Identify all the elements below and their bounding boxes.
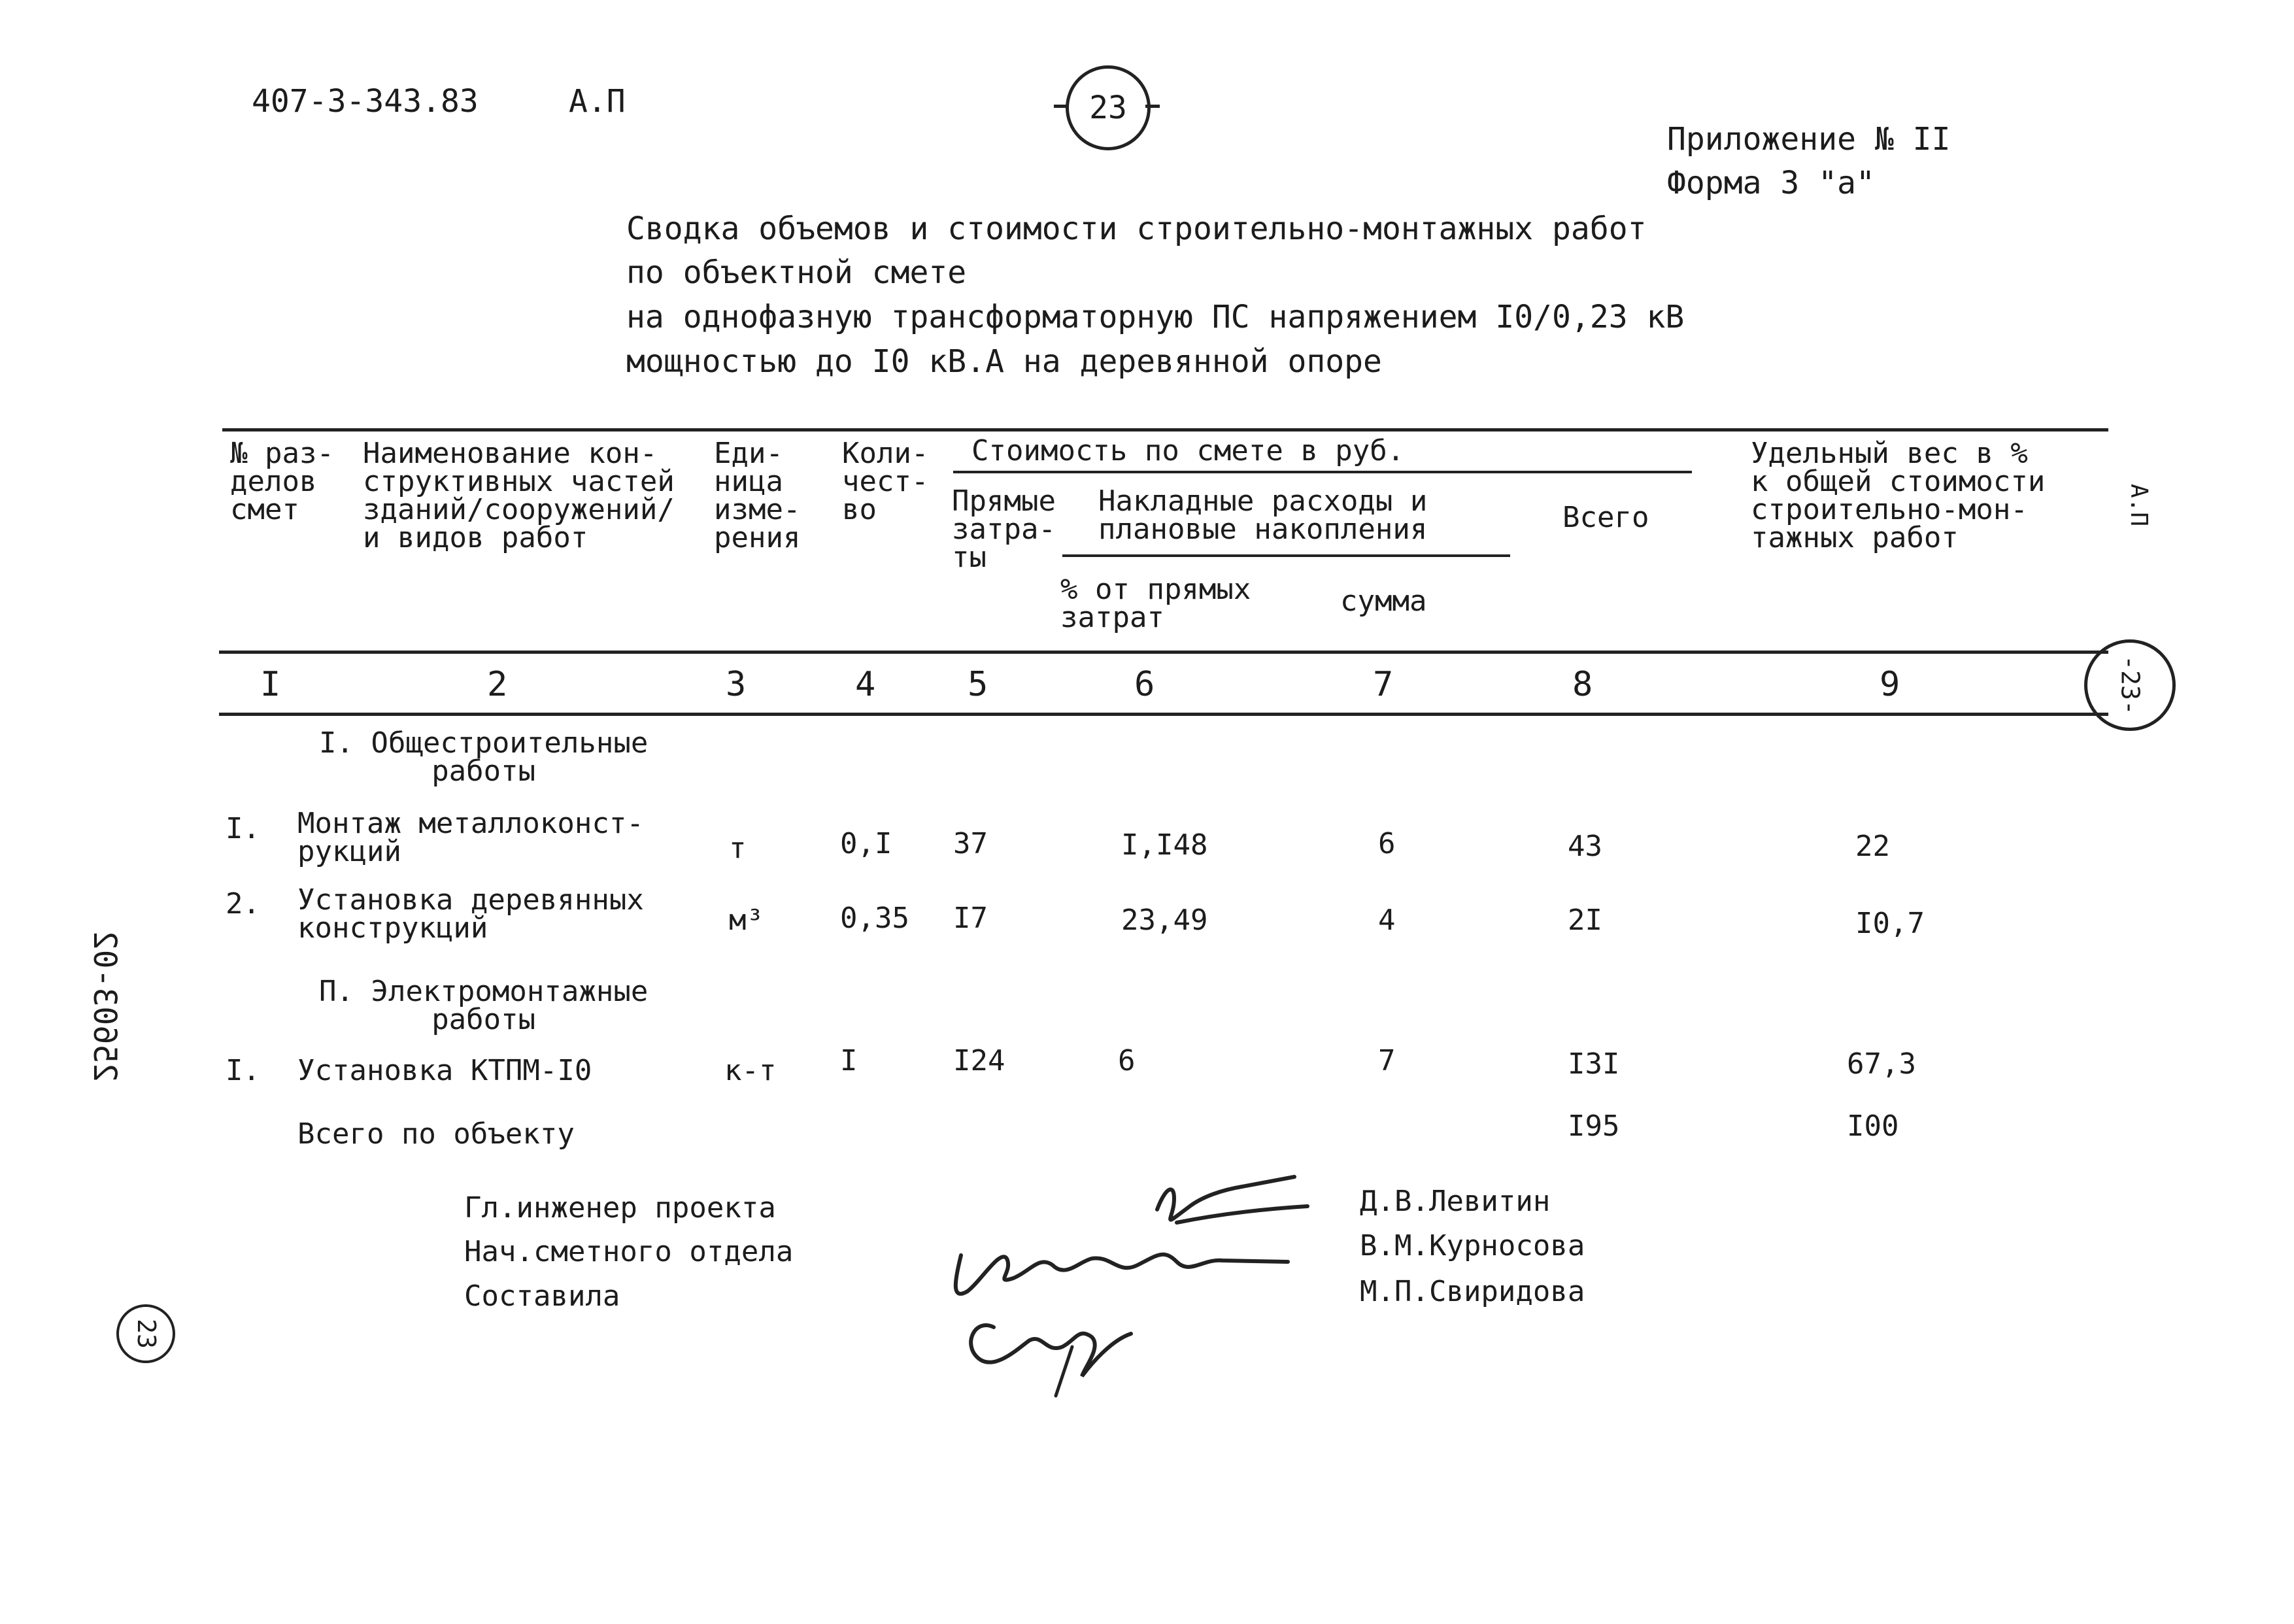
row-share: 22 bbox=[1855, 830, 1890, 863]
side-page-circle bbox=[2084, 639, 2176, 731]
row-total: I3I bbox=[1568, 1047, 1620, 1081]
form-label: Форма 3 "а" bbox=[1667, 165, 1875, 201]
document-code: 407-3-343.83 bbox=[252, 83, 479, 120]
total-label: Всего по объекту bbox=[297, 1117, 575, 1151]
cost-group-rule bbox=[953, 471, 1692, 473]
header-cost-group: Стоимость по смете в руб. bbox=[971, 434, 1405, 467]
page-dash-left bbox=[1054, 105, 1068, 108]
row-direct-costs: 37 bbox=[953, 827, 988, 860]
row-total: 2I bbox=[1568, 904, 1602, 937]
signature-name: М.П.Свиридова bbox=[1360, 1275, 1585, 1308]
album-code: А.П bbox=[569, 83, 626, 120]
row-work-name: Установка деревянных конструкций bbox=[297, 883, 644, 945]
column-numbers-rule bbox=[219, 713, 2108, 716]
signature-name: Д.В.Левитин bbox=[1360, 1185, 1551, 1218]
row-work-name: Установка КТПМ-I0 bbox=[297, 1054, 592, 1087]
margin-stamp-number: 25603-02 bbox=[86, 930, 123, 1082]
signature-role: Нач.сметного отдела bbox=[464, 1235, 794, 1268]
header-quantity: Коли- чест- во bbox=[842, 437, 929, 527]
row-direct-costs: I24 bbox=[953, 1044, 1005, 1077]
header-share-percent: Удельный вес в % к общей стоимости строительно-мон- тажных работ bbox=[1751, 437, 2046, 555]
row-quantity: 0,I bbox=[840, 827, 892, 860]
page-dash-right bbox=[1145, 105, 1160, 108]
column-number: 5 bbox=[968, 665, 988, 704]
column-number: 9 bbox=[1880, 665, 1900, 704]
header-percent-of-direct: % от прямых затрат bbox=[1060, 573, 1251, 635]
row-overhead-sum: 4 bbox=[1378, 904, 1396, 937]
grand-total: I95 bbox=[1568, 1109, 1620, 1143]
grand-total-share: I00 bbox=[1847, 1109, 1899, 1143]
section-title: I. Общестроительные работы bbox=[319, 726, 649, 788]
header-overhead-group: Накладные расходы и плановые накопления bbox=[1098, 484, 1428, 547]
signature-role: Гл.инженер проекта bbox=[464, 1191, 776, 1225]
column-number: 8 bbox=[1572, 665, 1593, 704]
row-overhead-sum: 6 bbox=[1378, 827, 1396, 860]
row-number: I. bbox=[226, 1054, 260, 1087]
margin-circle bbox=[116, 1304, 175, 1363]
header-unit: Еди- ница изме- рения bbox=[714, 437, 801, 555]
row-unit: м³ bbox=[729, 904, 764, 937]
row-share: 67,3 bbox=[1847, 1047, 1916, 1081]
column-number: I bbox=[260, 665, 281, 704]
row-number: 2. bbox=[226, 887, 260, 921]
row-overhead-percent: 23,49 bbox=[1121, 904, 1208, 937]
title-line-2: по объектной смете bbox=[626, 254, 967, 291]
page-number-circle bbox=[1066, 65, 1151, 150]
row-quantity: I bbox=[840, 1044, 858, 1077]
header-bottom-rule bbox=[219, 651, 2108, 654]
row-work-name: Монтаж металлоконст- рукций bbox=[297, 807, 644, 869]
signature-role: Составила bbox=[464, 1279, 620, 1313]
column-number: 2 bbox=[487, 665, 508, 704]
table-top-rule bbox=[222, 428, 2108, 431]
row-total: 43 bbox=[1568, 830, 1602, 863]
row-quantity: 0,35 bbox=[840, 902, 909, 935]
column-number: 6 bbox=[1134, 665, 1155, 704]
signature-name: В.М.Курносова bbox=[1360, 1229, 1585, 1262]
header-work-name: Наименование кон- структивных частей зданий/сооружений/ и видов работ bbox=[363, 437, 675, 555]
row-overhead-sum: 7 bbox=[1378, 1044, 1396, 1077]
handwritten-signatures bbox=[915, 1151, 1321, 1399]
page-number: 23 bbox=[1089, 89, 1127, 126]
header-direct-costs: Прямые затра- ты bbox=[952, 484, 1056, 575]
header-overhead-sum: сумма bbox=[1340, 584, 1427, 618]
side-album-code: А.П bbox=[2125, 484, 2152, 527]
overhead-group-rule bbox=[1062, 554, 1510, 557]
row-overhead-percent: 6 bbox=[1118, 1044, 1136, 1077]
column-number: 3 bbox=[726, 665, 747, 704]
row-overhead-percent: I,I48 bbox=[1121, 828, 1208, 862]
row-unit: к-т bbox=[724, 1054, 777, 1087]
appendix-label: Приложение № II bbox=[1667, 121, 1951, 158]
column-number: 7 bbox=[1373, 665, 1394, 704]
title-line-1: Сводка объемов и стоимости строительно-монтажных работ bbox=[626, 211, 1647, 247]
section-title: П. Электромонтажные работы bbox=[319, 975, 649, 1037]
column-number: 4 bbox=[855, 665, 876, 704]
row-unit: т bbox=[729, 832, 747, 865]
side-page-number: -23- bbox=[2116, 655, 2145, 715]
title-line-4: мощностью до I0 кВ.А на деревянной опоре bbox=[626, 343, 1382, 380]
title-line-3: на однофазную трансформаторную ПС напряжением I0/0,23 кВ bbox=[626, 299, 1685, 335]
row-direct-costs: I7 bbox=[953, 902, 988, 935]
row-number: I. bbox=[226, 812, 260, 845]
header-total: Всего bbox=[1562, 501, 1649, 534]
row-share: I0,7 bbox=[1855, 907, 1925, 940]
header-section-number: № раз- делов смет bbox=[230, 437, 334, 527]
margin-circle-number: 23 bbox=[131, 1319, 161, 1349]
